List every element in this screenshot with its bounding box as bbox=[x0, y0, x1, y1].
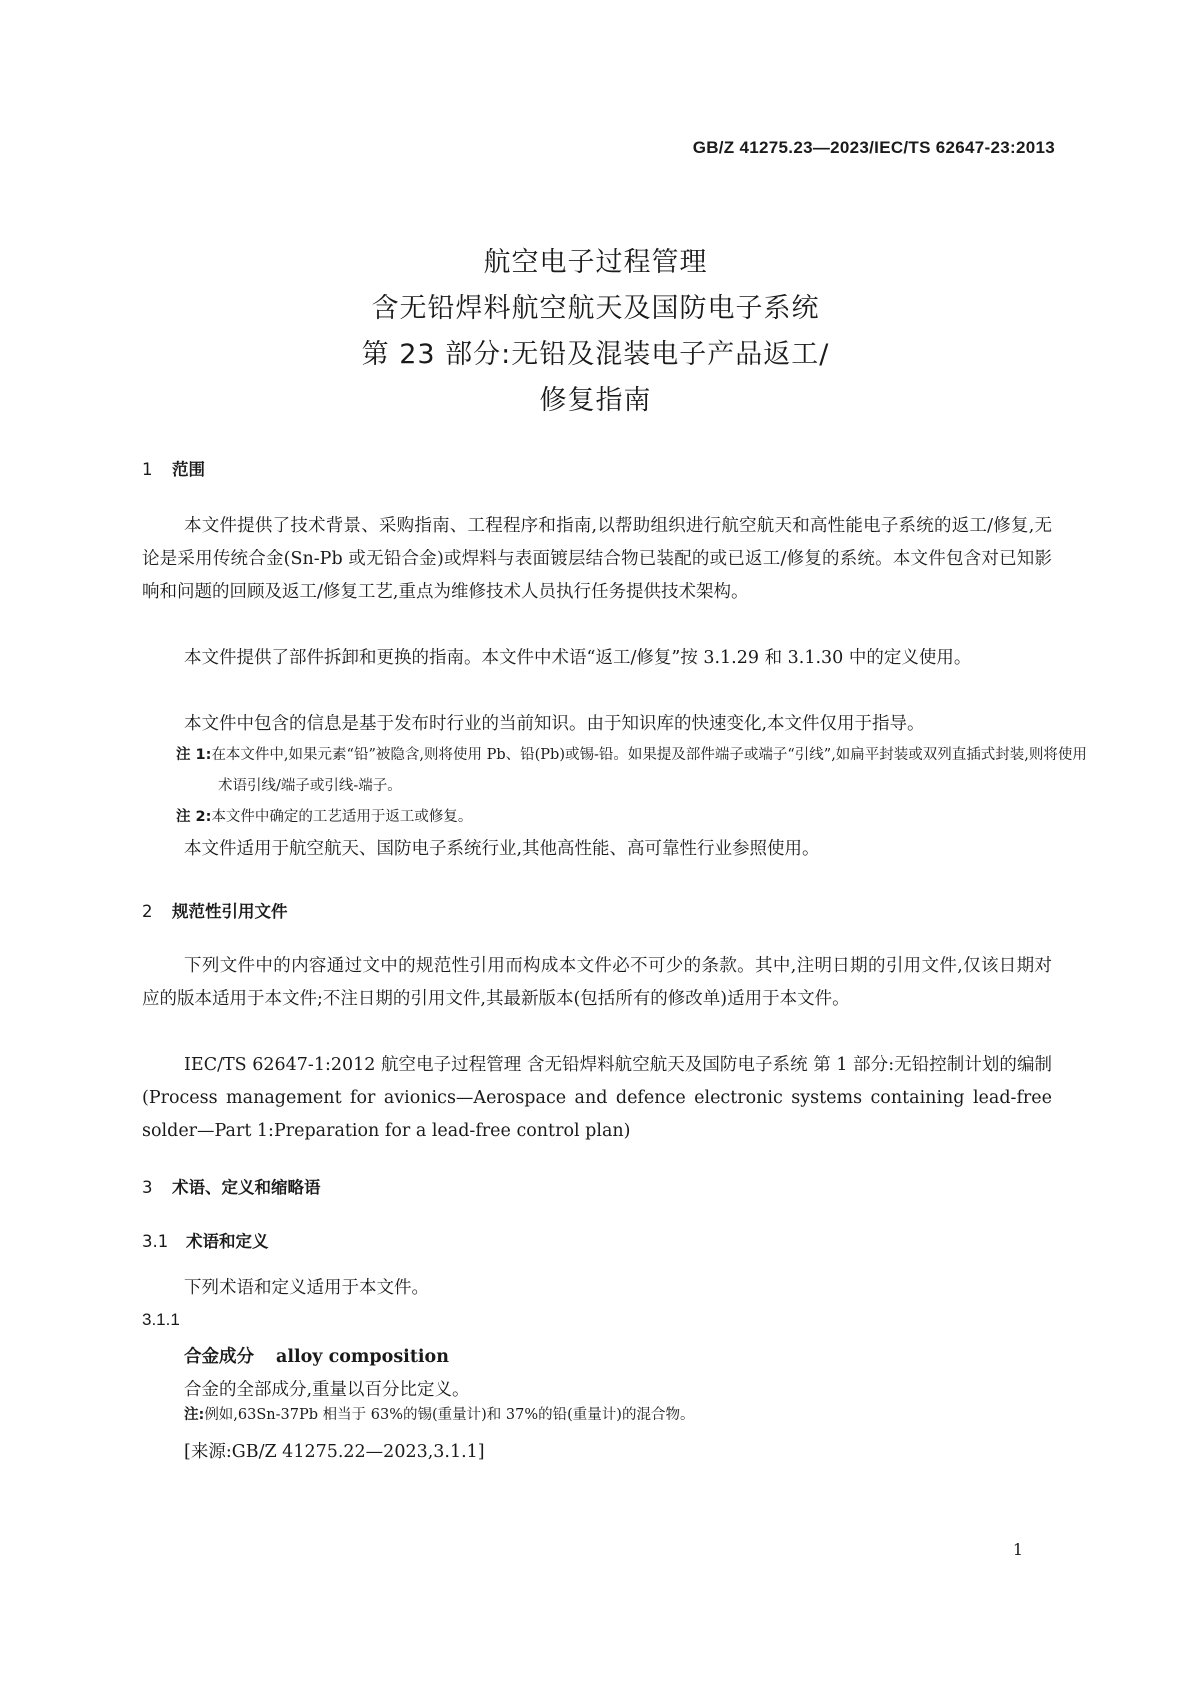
note-2 bbox=[176, 802, 1094, 833]
section-title: 术语、定义和缩略语 bbox=[172, 1178, 321, 1197]
section-1-heading bbox=[142, 456, 205, 480]
page-number: 1 bbox=[1012, 1540, 1023, 1559]
note-1 bbox=[176, 740, 1094, 802]
section-title: 规范性引用文件 bbox=[172, 902, 288, 921]
note-label: 注 2: bbox=[176, 809, 212, 825]
section-2-heading bbox=[142, 898, 288, 922]
subsection-number: 3.1 bbox=[142, 1232, 169, 1251]
section-1-paragraph-1: 本文件提供了技术背景、采购指南、工程程序和指南,以帮助组织进行航空航天和高性能电子系统的返工/修复,无论是采用传统合金(Sn-Pb 或无铅合金)或焊料与表面镀层结合物已装配的或已返工/修复的系统。本文件包含对已知影响和问题的回顾及返工/修复工艺,重点为维修技术人员执行任务提供技术架构。 bbox=[142, 516, 1052, 602]
title-line-2: 含无铅焊料航空航天及国防电子系统 bbox=[371, 293, 820, 324]
title-line-4: 修复指南 bbox=[539, 385, 652, 416]
terms-intro: 下列术语和定义适用于本文件。 bbox=[184, 1278, 429, 1298]
document-title bbox=[0, 240, 1191, 424]
document-number: GB/Z 41275.23—2023/IEC/TS 62647-23:2013 bbox=[692, 138, 1055, 157]
title-line-1: 航空电子过程管理 bbox=[483, 247, 708, 278]
term-entry bbox=[184, 1343, 449, 1368]
note-text: 例如,63Sn-37Pb 相当于 63%的锡(重量计)和 37%的铅(重量计)的混合物。 bbox=[204, 1407, 695, 1423]
note-text: 本文件中确定的工艺适用于返工或修复。 bbox=[211, 809, 473, 825]
title-line-3: 第 23 部分:无铅及混装电子产品返工/ bbox=[361, 339, 830, 370]
term-name-english: alloy composition bbox=[276, 1347, 449, 1367]
subsection-3-1-heading bbox=[142, 1228, 269, 1252]
section-3-heading bbox=[142, 1174, 321, 1198]
section-2-paragraph-1: 下列文件中的内容通过文中的规范性引用而构成本文件必不可少的条款。其中,注明日期的引用文件,仅该日期对应的版本适用于本文件;不注日期的引用文件,其最新版本(包括所有的修改单)适用于本文件。 bbox=[142, 956, 1052, 1009]
term-source: [来源:GB/Z 41275.22—2023,3.1.1] bbox=[184, 1442, 485, 1462]
section-1-paragraph-4: 本文件适用于航空航天、国防电子系统行业,其他高性能、高可靠性行业参照使用。 bbox=[184, 839, 820, 859]
term-name-chinese: 合金成分 bbox=[184, 1347, 254, 1367]
section-1-paragraph-3: 本文件中包含的信息是基于发布时行业的当前知识。由于知识库的快速变化,本文件仅用于指导。 bbox=[184, 714, 925, 734]
section-title: 范围 bbox=[172, 460, 205, 479]
note-label: 注: bbox=[184, 1407, 205, 1423]
section-number: 1 bbox=[142, 460, 153, 479]
normative-reference: IEC/TS 62647-1:2012 航空电子过程管理 含无铅焊料航空航天及国防电子系统 第 1 部分:无铅控制计划的编制(Process management for avionics—Aerospace and defence electronic systems containing lead-free solder—Part 1:Preparation for a lead-free control plan) bbox=[142, 1055, 1052, 1141]
note-text: 在本文件中,如果元素“铅”被隐含,则将使用 Pb、铅(Pb)或锡-铅。如果提及部件端子或端子“引线”,如扁平封装或双列直插式封装,则将使用术语引线/端子或引线-端子。 bbox=[211, 747, 1087, 794]
section-1-paragraph-2: 本文件提供了部件拆卸和更换的指南。本文件中术语“返工/修复”按 3.1.29 和 3.1.30 中的定义使用。 bbox=[184, 648, 972, 668]
subsection-title: 术语和定义 bbox=[186, 1232, 269, 1251]
section-number: 3 bbox=[142, 1178, 153, 1197]
term-number: 3.1.1 bbox=[142, 1310, 180, 1329]
term-definition: 合金的全部成分,重量以百分比定义。 bbox=[184, 1380, 470, 1400]
section-number: 2 bbox=[142, 902, 153, 921]
term-note bbox=[184, 1400, 1094, 1431]
note-label: 注 1: bbox=[176, 747, 212, 763]
